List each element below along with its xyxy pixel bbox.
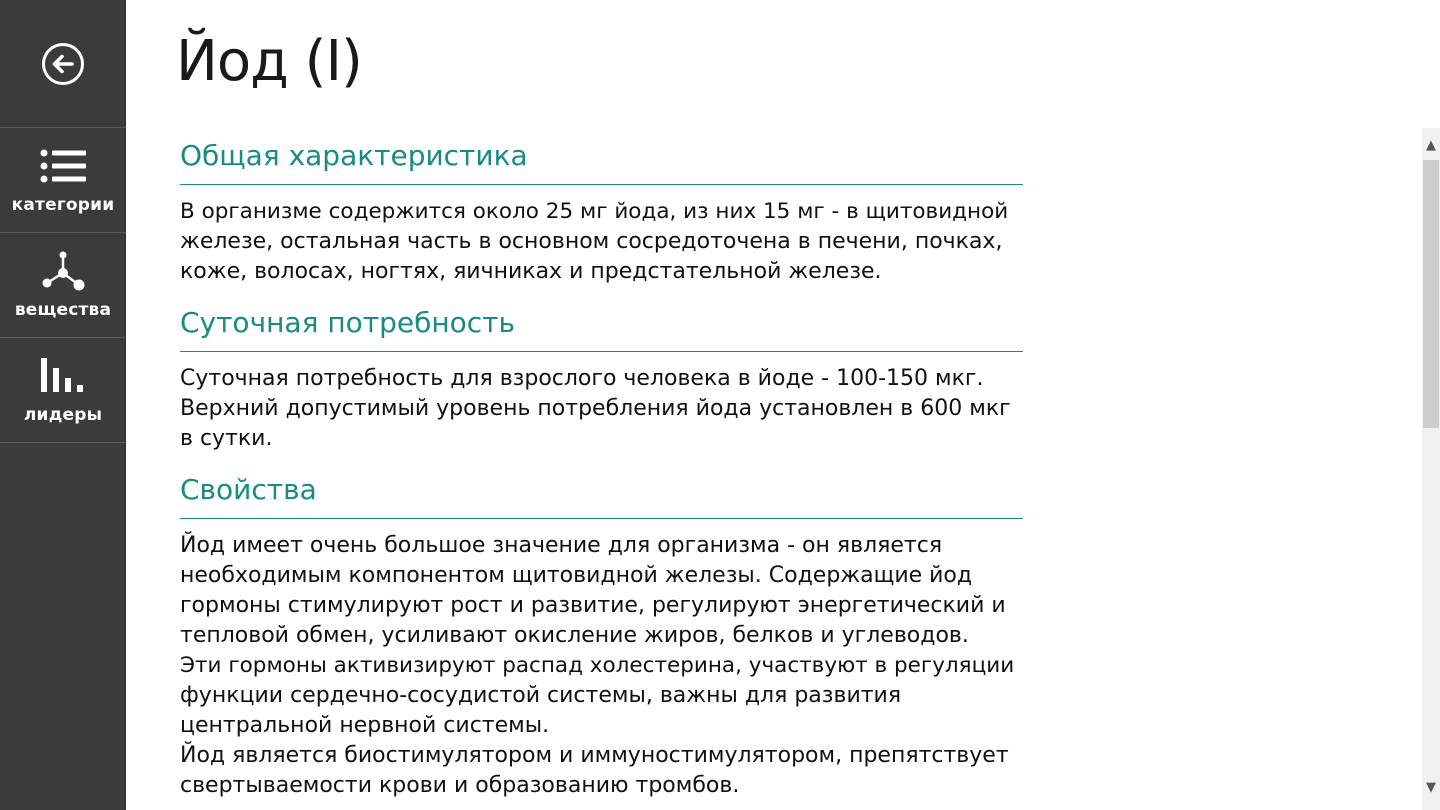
text-line: Верхний допустимый уровень потребления йода установлен в 600 мкг [180, 396, 1011, 421]
main-content [126, 0, 1422, 810]
bar-chart-icon [37, 356, 89, 396]
section-heading: Суточная потребность [180, 301, 1023, 352]
nav-substances-label: вещества [14, 300, 112, 320]
section-text [180, 197, 1023, 287]
back-arrow-icon [41, 42, 85, 86]
nav-leaders-label: лидеры [23, 405, 103, 425]
scroll-up-arrow-icon[interactable]: ▲ [1426, 138, 1436, 153]
text-line: гормоны стимулируют рост и развитие, регулируют энергетический и [180, 593, 1006, 618]
back-button[interactable] [41, 42, 85, 86]
text-line: Йод имеет очень большое значение для организма - он является [180, 533, 943, 558]
nav-categories[interactable] [0, 128, 126, 233]
section-heading: Общая характеристика [180, 134, 1023, 185]
list-icon [37, 146, 89, 186]
text-line: свертываемости крови и образованию тромбов. [180, 773, 740, 798]
page-title: Йод (I) [176, 29, 362, 94]
text-line: коже, волосах, ногтях, яичниках и предстательной железе. [180, 259, 882, 284]
text-line: Эти гормоны активизируют распад холестерина, участвуют в регуляции [180, 653, 1015, 678]
section-text [180, 364, 1023, 454]
nav-substances[interactable] [0, 233, 126, 338]
section-general [180, 134, 1023, 287]
back-cell [0, 0, 126, 128]
nav-leaders[interactable] [0, 338, 126, 443]
article [180, 134, 1023, 810]
molecule-icon [37, 251, 89, 291]
text-line: необходимым компонентом щитовидной железы. Содержащие йод [180, 563, 973, 588]
text-line: Суточная потребность для взрослого человека в йоде - 100-150 мкг. [180, 366, 984, 391]
text-line: тепловой обмен, усиливают окисление жиров, белков и углеводов. [180, 623, 969, 648]
section-properties [180, 468, 1023, 801]
nav-categories-label: категории [11, 195, 115, 215]
vertical-scrollbar[interactable] [1422, 128, 1440, 810]
text-line: функции сердечно-сосудистой системы, важны для развития [180, 683, 902, 708]
section-daily-need [180, 301, 1023, 454]
section-heading: Свойства [180, 468, 1023, 519]
text-line: Йод является биостимулятором и иммуностимулятором, препятствует [180, 743, 1009, 768]
sidebar [0, 0, 126, 810]
text-line: центральной нервной системы. [180, 713, 550, 738]
text-line: В организме содержится около 25 мг йода, из них 15 мг - в щитовидной [180, 199, 1009, 224]
scroll-down-arrow-icon[interactable]: ▼ [1426, 780, 1436, 795]
scroll-thumb[interactable] [1423, 160, 1439, 428]
section-text [180, 531, 1023, 801]
text-line: в сутки. [180, 426, 273, 451]
text-line: железе, остальная часть в основном сосредоточена в печени, почках, [180, 229, 1003, 254]
